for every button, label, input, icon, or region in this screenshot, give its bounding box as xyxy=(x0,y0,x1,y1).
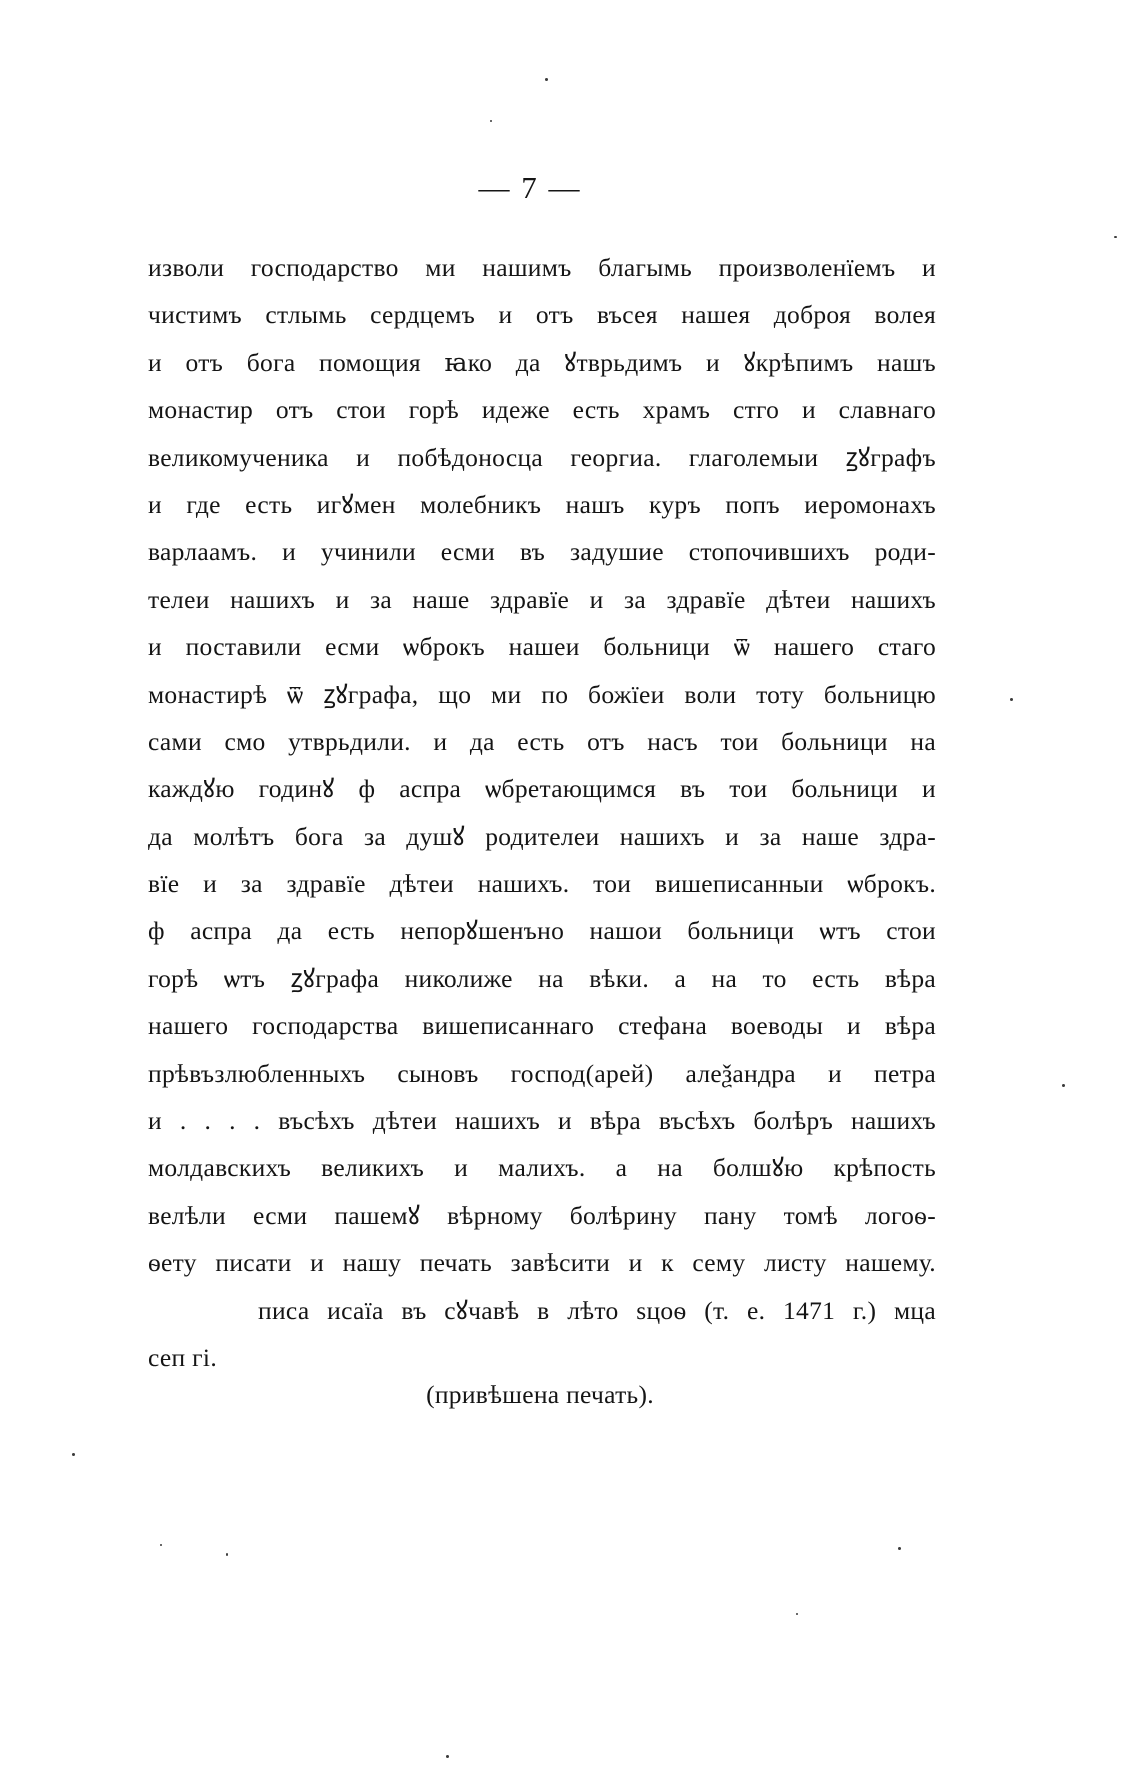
text-line: чистимъ стлымь сердцемъ и отъ въсея нашея доброя волея xyxy=(148,300,936,330)
page-number: — 7 — xyxy=(478,170,582,205)
text-line: монастир отъ стои горѣ идеже есть храмъ стго и славнаго xyxy=(148,395,936,425)
text-line: нашего господарства вишеписаннаго стефана воеводы и вѣра xyxy=(148,1011,936,1041)
seal-note: (привѣшена печать). xyxy=(426,1380,654,1409)
text-line: великомученика и побѣдоносца георгиа. глаголемыи ꙁꙋграфъ xyxy=(148,442,936,472)
text-line: и отъ бога помощия ꙗко да ꙋтврьдимъ и ꙋкрѣпимъ нашъ xyxy=(148,347,936,377)
text-line: прѣвъзлюбленныхъ сыновъ господ(арей) алеѯандра и петра xyxy=(148,1058,936,1088)
text-line: каждꙋю годинꙋ ф аспра ѡбретающимся въ тои больници и xyxy=(148,774,936,804)
scan-speck xyxy=(1010,698,1013,701)
text-line: молдавскихъ великихъ и малихъ. а на болшꙋю крѣпость xyxy=(148,1153,936,1183)
text-line: и поставили есми ѡброкъ нашеи больници ѿ нашего стаго xyxy=(148,632,936,662)
scan-speck xyxy=(72,1453,75,1456)
text-line: да молѣтъ бога за душꙋ родителеи нашихъ и за наше здра- xyxy=(148,821,936,851)
text-line-dating: писа исаїа въ сꙋчавѣ в лѣто ѕцоѳ (т. е. 1471 г.) мца xyxy=(258,1295,936,1325)
scan-speck xyxy=(545,78,548,81)
text-line: ф аспра да есть непорꙋшенъно нашои больници ѡтъ стои xyxy=(148,916,936,946)
text-line: вїе и за здравїе дѣтеи нашихъ. тои вишеписанныи ѡброкъ. xyxy=(148,869,936,899)
scan-speck xyxy=(1114,236,1117,238)
text-line: монастирѣ ѿ ꙁꙋграфа, що ми по божїеи воли тоту больницю xyxy=(148,679,936,709)
text-line: горѣ ѡтъ ꙁꙋграфа николиже на вѣки. а на то есть вѣра xyxy=(148,963,936,993)
scan-speck xyxy=(1062,1084,1065,1087)
scan-speck xyxy=(490,120,492,122)
text-line: изволи господарство ми нашимъ благымь произволенїемъ и xyxy=(148,253,936,282)
document-body xyxy=(148,244,936,1381)
text-line: ѳету писати и нашу печать завѣсити и к сему листу нашему. xyxy=(148,1248,936,1278)
text-line: и где есть игꙋмен молебникъ нашъ куръ попъ иеромонахъ xyxy=(148,489,936,519)
scan-speck xyxy=(796,1613,798,1615)
text-line-month: сеп гі. xyxy=(148,1342,217,1372)
text-line: и . . . . въсѣхъ дѣтеи нашихъ и вѣра въсѣхъ болѣръ нашихъ xyxy=(148,1106,936,1136)
text-line: велѣли есми пашемꙋ вѣрному болѣрину пану томѣ логоѳ- xyxy=(148,1200,936,1230)
scan-speck xyxy=(898,1547,901,1550)
text-line: варлаамъ. и учинили есми въ задушие стопочившихъ роди- xyxy=(148,537,936,567)
scan-speck xyxy=(226,1553,228,1556)
scan-speck xyxy=(446,1755,449,1758)
scan-speck xyxy=(160,1544,162,1546)
text-line: сами смо утврьдили. и да есть отъ насъ тои больници на xyxy=(148,726,936,756)
text-line: телеи нашихъ и за наше здравїе и за здравїе дѣтеи нашихъ xyxy=(148,584,936,614)
